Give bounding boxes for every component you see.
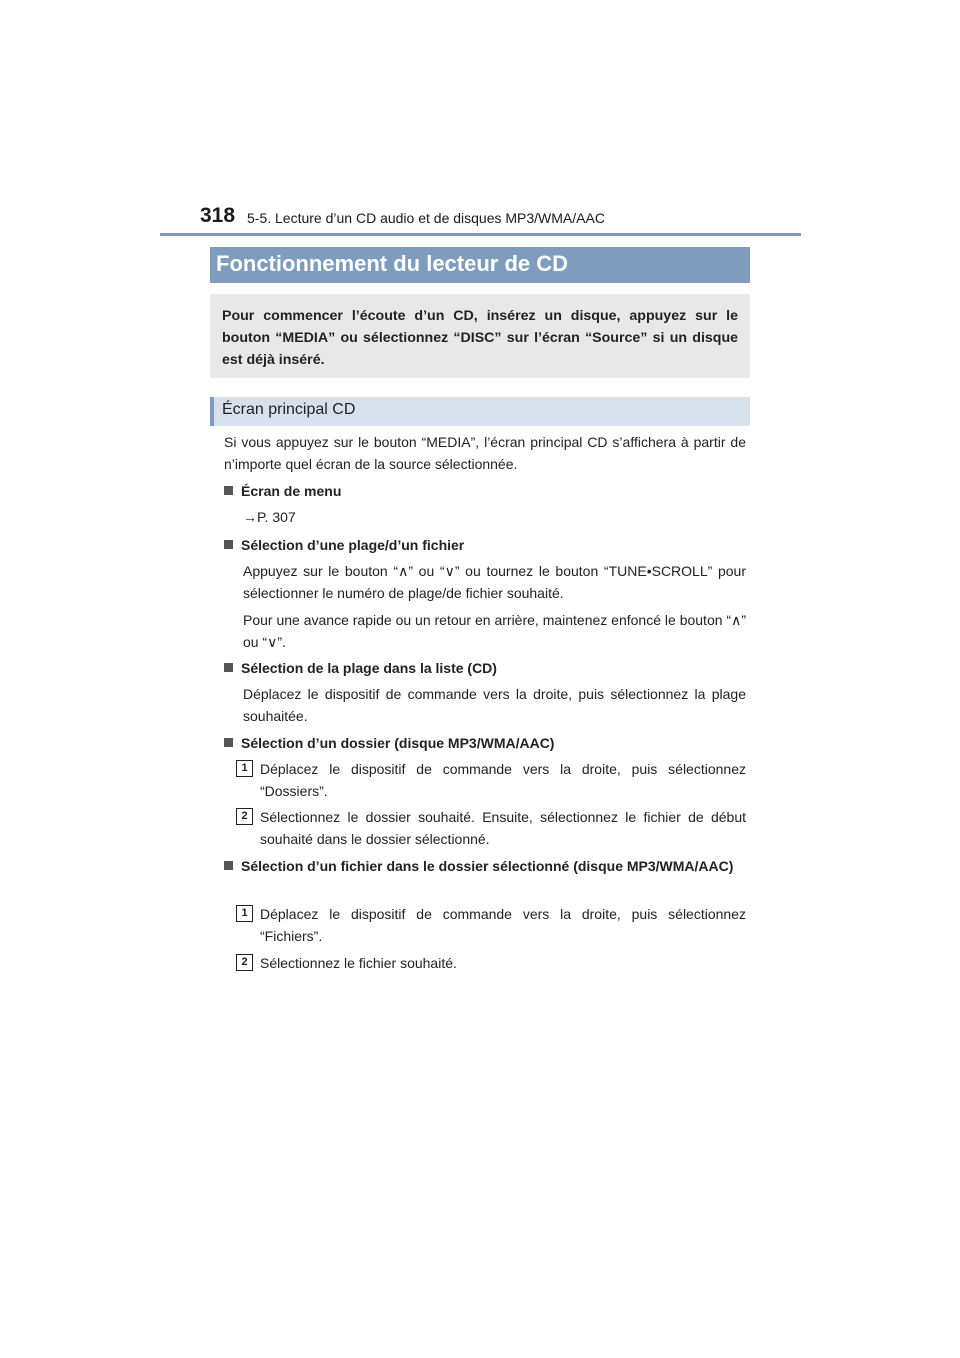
- square-bullet-icon: [224, 540, 233, 549]
- subsection-title: Écran principal CD: [222, 401, 356, 418]
- step-text: Sélectionnez le dossier souhaité. Ensuite, sélectionnez le fichier de début souhaité dans le dossier sélectionné.: [260, 809, 746, 847]
- square-bullet-icon: [224, 861, 233, 870]
- step-text: Déplacez le dispositif de commande vers la droite, puis sélectionnez “Fichiers”.: [260, 906, 746, 944]
- item-heading-list-selection: Sélection de la plage dans la liste (CD): [224, 657, 746, 679]
- item-heading-folder-selection: Sélection d’un dossier (disque MP3/WMA/AAC): [224, 732, 746, 754]
- step-number-badge: 1: [236, 760, 253, 777]
- page-title: Fonctionnement du lecteur de CD: [216, 251, 569, 276]
- subsection-heading: [210, 397, 750, 426]
- item-paragraph: Pour une avance rapide ou un retour en arrière, maintenez enfoncé le bouton “∧” ou “∨”.: [243, 612, 746, 650]
- step-text: Déplacez le dispositif de commande vers la droite, puis sélectionnez “Dossiers”.: [260, 761, 746, 799]
- subsection-paragraph: Si vous appuyez sur le bouton “MEDIA”, l’écran principal CD s’affichera à partir de n’importe quel écran de la source sélectionnée.: [224, 434, 746, 472]
- chapter-title: 5-5. Lecture d’un CD audio et de disques MP3/WMA/AAC: [247, 210, 605, 226]
- step-number-badge: 2: [236, 954, 253, 971]
- item-heading-menu-screen: Écran de menu: [224, 480, 746, 502]
- square-bullet-icon: [224, 663, 233, 672]
- subsection-accent: [210, 397, 214, 426]
- intro-box: [210, 294, 750, 378]
- step-text: Sélectionnez le fichier souhaité.: [260, 955, 457, 971]
- section-title-bar: [210, 247, 750, 283]
- intro-text: Pour commencer l’écoute d’un CD, insérez un disque, appuyez sur le bouton “MEDIA” ou sélectionnez “DISC” sur l’écran “Source” si un disque est déjà inséré.: [222, 308, 738, 368]
- item-paragraph: Déplacez le dispositif de commande vers la droite, puis sélectionnez la plage souhaitée.: [243, 686, 746, 724]
- item-heading-track-selection: Sélection d’une plage/d’un fichier: [224, 534, 746, 556]
- page-number: 318: [200, 204, 236, 227]
- step-number-badge: 2: [236, 808, 253, 825]
- square-bullet-icon: [224, 738, 233, 747]
- square-bullet-icon: [224, 486, 233, 495]
- header-rule: [160, 233, 801, 236]
- page-reference-link[interactable]: →P. 307: [243, 509, 296, 525]
- item-heading-file-in-folder: Sélection d’un fichier dans le dossier sélectionné (disque MP3/WMA/AAC): [224, 855, 746, 877]
- page-header: [200, 204, 800, 234]
- step-number-badge: 1: [236, 905, 253, 922]
- item-paragraph: Appuyez sur le bouton “∧” ou “∨” ou tournez le bouton “TUNE•SCROLL” pour sélectionner le numéro de plage/de fichier souhaité.: [243, 563, 746, 601]
